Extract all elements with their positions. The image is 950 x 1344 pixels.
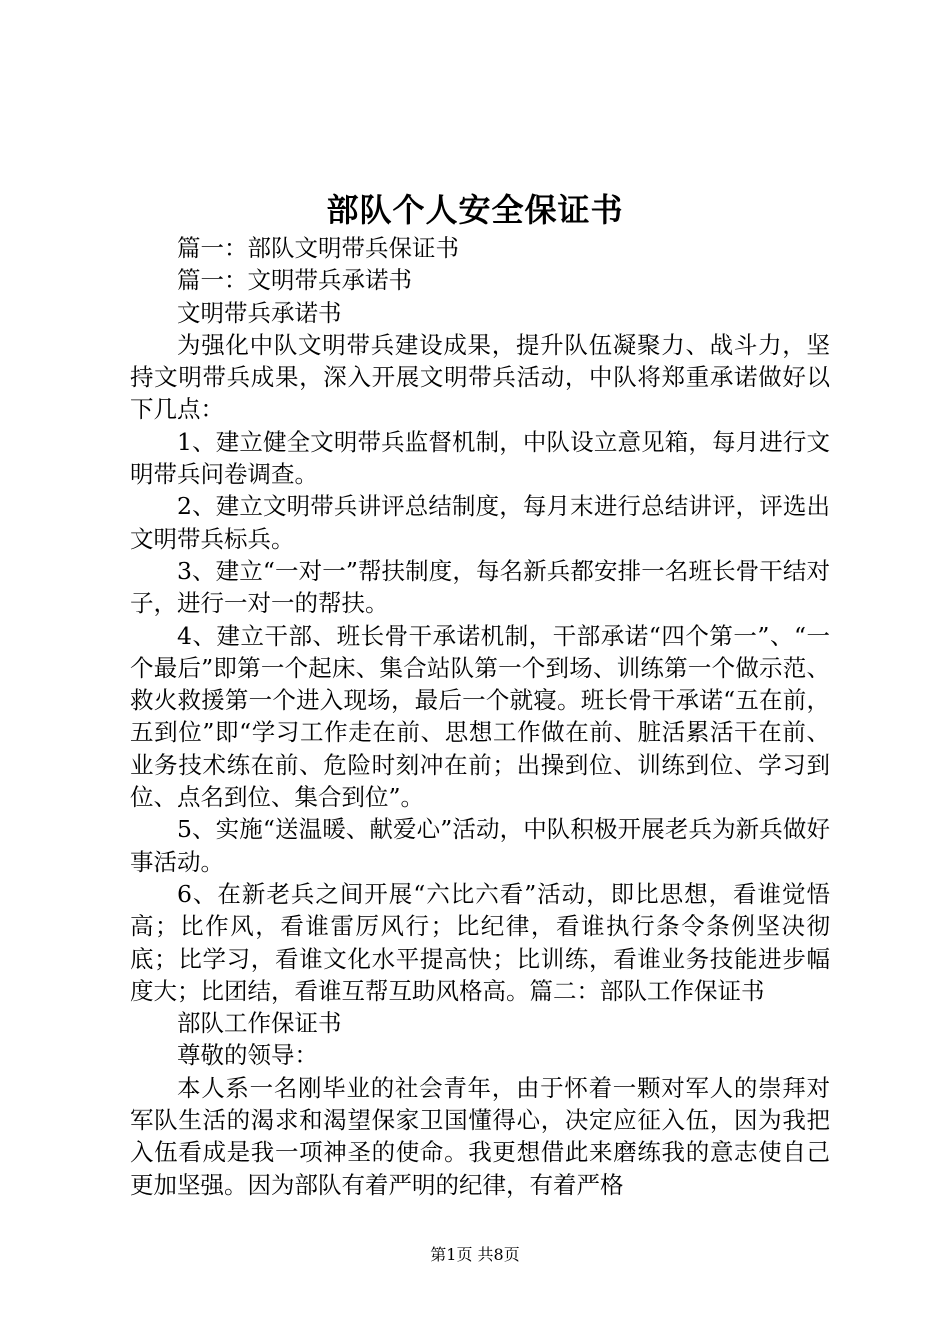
salutation: 尊敬的领导： bbox=[177, 1041, 318, 1070]
section-heading: 篇一：部队文明带兵保证书 bbox=[177, 234, 459, 262]
body-paragraph: 6、在新老兵之间开展“六比六看”活动，即比思想，看谁觉悟高；比作风，看谁雷厉风行；比纪律，看谁执行条令条例坚决彻底；比学习，看谁文化水平提高快；比训练，看谁业务技能进步幅度大；比团结，看谁互帮互助风格高。篇二：部队工作保证书 bbox=[130, 879, 830, 1005]
body-paragraph: 4、建立干部、班长骨干承诺机制，干部承诺“四个第一”、“一个最后”即第一个起床、集合站队第一个到场、训练第一个做示范、救火救援第一个进入现场，最后一个就寝。班长骨干承诺“五在前，五到位”即“学习工作走在前、思想工作做在前、脏活累活干在前、业务技术练在前、危险时刻冲在前；出操到位、训练到位、学习到位、点名到位、集合到位”。 bbox=[130, 621, 830, 812]
body-paragraph: 为强化中队文明带兵建设成果，提升队伍凝聚力、战斗力，坚持文明带兵成果，深入开展文明带兵活动，中队将郑重承诺做好以下几点： bbox=[130, 330, 830, 424]
section-heading: 文明带兵承诺书 bbox=[177, 298, 342, 327]
body-paragraph: 3、建立“一对一”帮扶制度，每名新兵都安排一名班长骨干结对子，进行一对一的帮扶。 bbox=[130, 556, 830, 618]
body-paragraph: 5、实施“送温暖、献爱心”活动，中队积极开展老兵为新兵做好事活动。 bbox=[130, 815, 830, 876]
page-number: 第1页 共8页 bbox=[430, 1245, 520, 1264]
body-paragraph: 2、建立文明带兵讲评总结制度，每月末进行总结讲评，评选出文明带兵标兵。 bbox=[130, 492, 830, 553]
section-heading: 篇一：文明带兵承诺书 bbox=[177, 266, 412, 295]
section-heading: 部队工作保证书 bbox=[177, 1009, 342, 1038]
body-paragraph: 本人系一名刚毕业的社会青年，由于怀着一颗对军人的崇拜对军队生活的渴求和渴望保家卫国懂得心，决定应征入伍，因为我把入伍看成是我一项神圣的使命。我更想借此来磨练我的意志使自己更加坚强。因为部队有着严明的纪律，有着严格 bbox=[130, 1073, 830, 1199]
document-title: 部队个人安全保证书 bbox=[326, 191, 624, 229]
document-body bbox=[130, 232, 830, 1201]
body-paragraph: 1、建立健全文明带兵监督机制，中队设立意见箱，每月进行文明带兵问卷调查。 bbox=[130, 427, 830, 489]
